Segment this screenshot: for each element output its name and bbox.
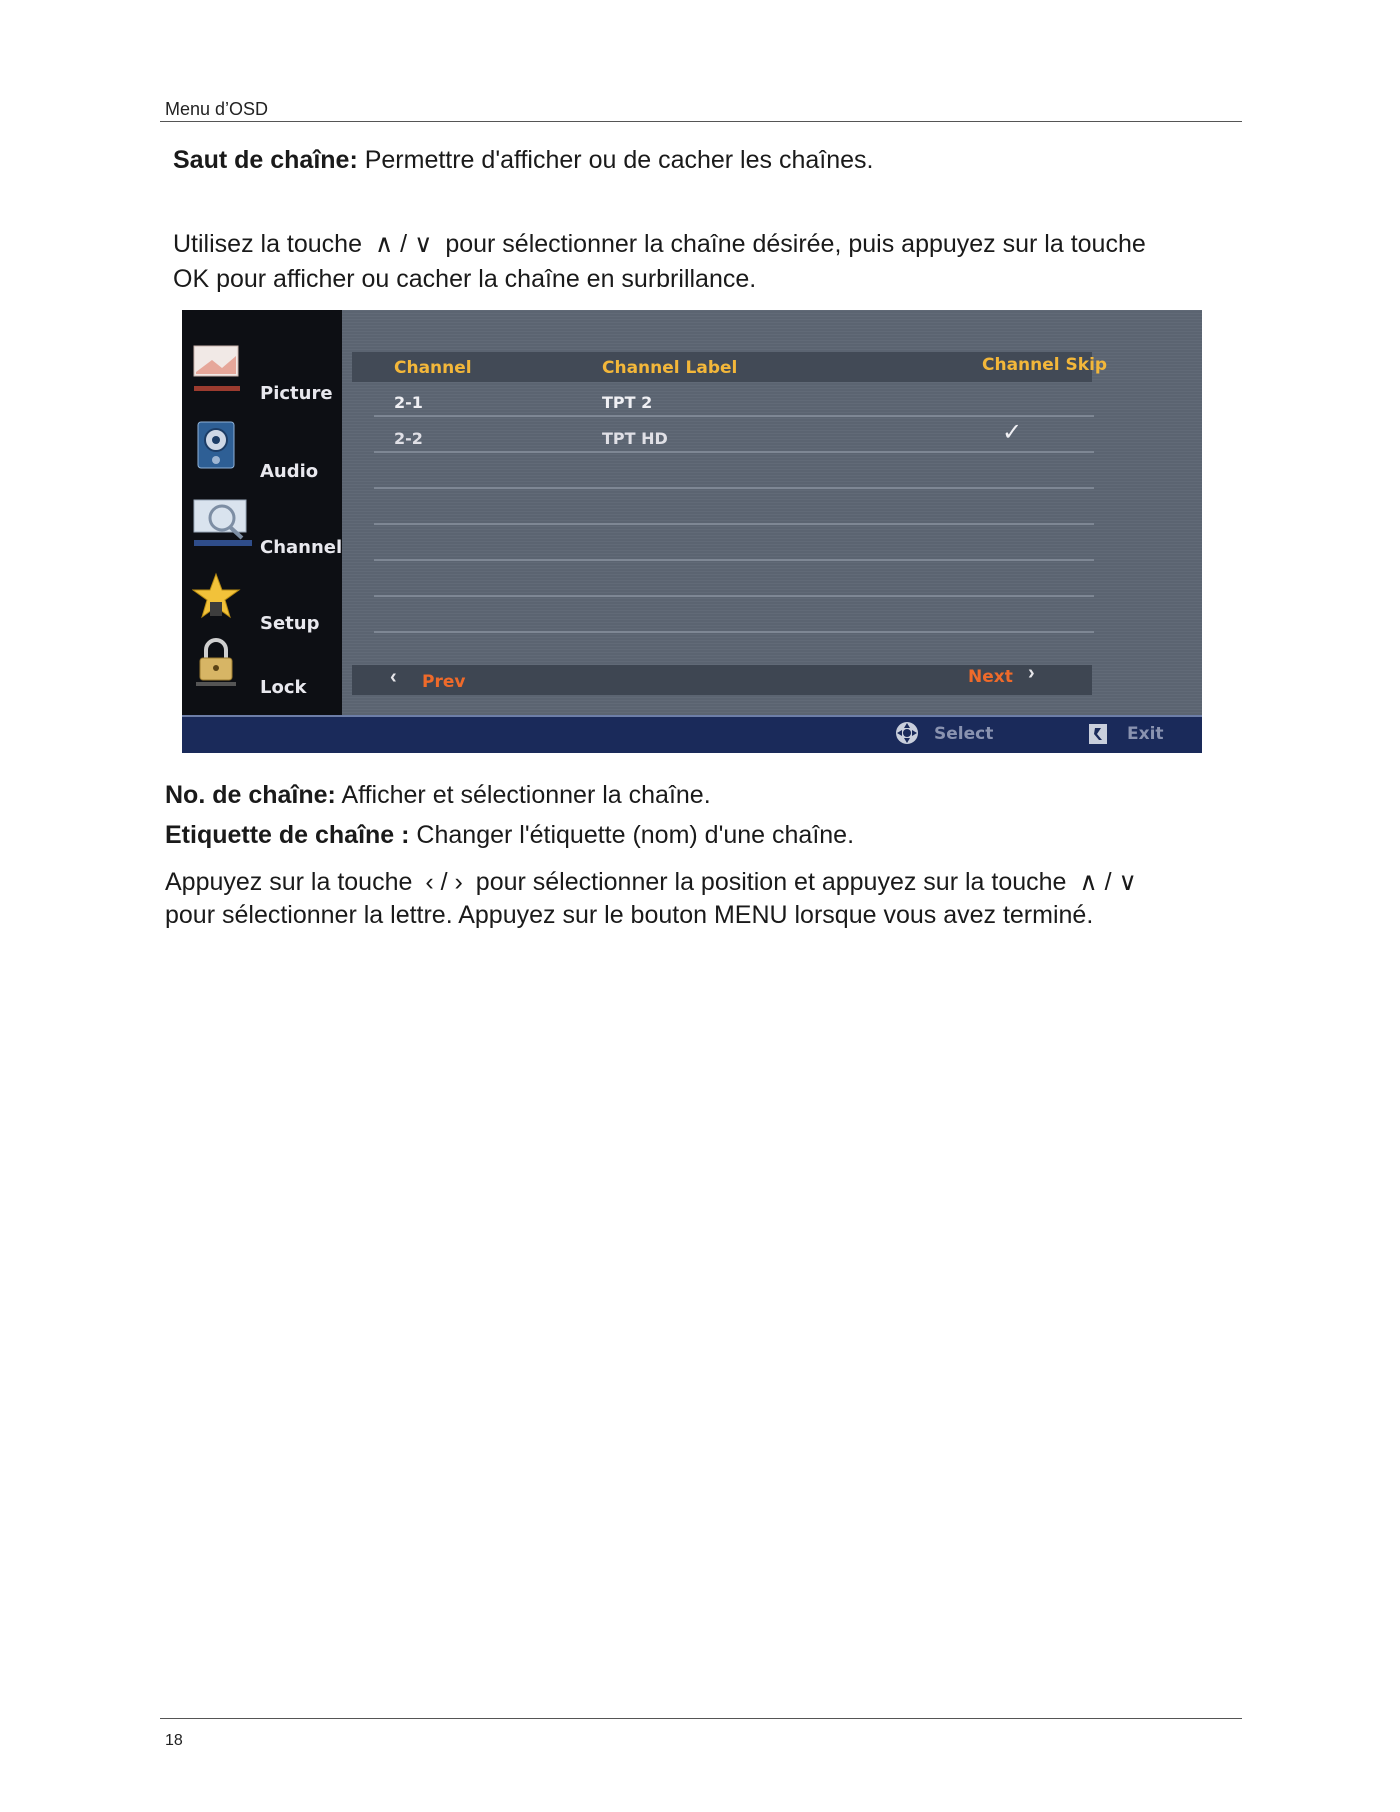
page-number: 18	[165, 1732, 183, 1749]
table-row-label: TPT HD	[602, 429, 668, 448]
table-row-label: TPT 2	[602, 393, 653, 412]
select-dpad-icon	[894, 720, 920, 746]
column-header-channel-label: Channel Label	[602, 358, 738, 378]
up-down-keys-icon: ∧ / ∨	[374, 230, 433, 258]
instr2-text-c: pour sélectionner la lettre. Appuyez sur le bouton MENU lorsque vous avez terminé.	[165, 901, 1094, 929]
left-right-keys-icon: ‹ / ›	[425, 868, 463, 896]
sidebar-label: Lock	[260, 677, 307, 698]
chevron-right-icon: ›	[1028, 662, 1035, 684]
instr-text-c: OK pour afficher ou cacher la chaîne en surbrillance.	[173, 265, 757, 293]
osd-sidebar	[182, 310, 342, 715]
prev-page-button[interactable]: Prev	[422, 672, 466, 692]
footer-exit-label: Exit	[1127, 724, 1164, 744]
next-page-button[interactable]: Next	[968, 667, 1013, 687]
speaker-icon	[192, 420, 242, 472]
sidebar-item-setup	[192, 572, 342, 638]
column-header-channel: Channel	[394, 358, 472, 378]
instr-text-b: pour sélectionner la chaîne désirée, puis appuyez sur la touche	[445, 230, 1146, 258]
row-divider	[374, 523, 1094, 525]
padlock-icon	[192, 636, 242, 688]
channel-label-definition	[165, 818, 1235, 853]
checkmark-icon: ✓	[1002, 418, 1023, 446]
exit-icon	[1087, 722, 1109, 746]
channel-label-desc: Changer l'étiquette (nom) d'une chaîne.	[409, 821, 855, 849]
instr-text-a: Utilisez la touche	[173, 230, 362, 258]
channel-skip-instructions	[173, 227, 1243, 297]
sidebar-item-lock	[192, 636, 342, 702]
sidebar-item-audio	[192, 420, 342, 486]
running-header: Menu d’OSD	[165, 99, 269, 119]
star-icon	[192, 572, 242, 624]
table-row-channel: 2-1	[394, 393, 423, 412]
sidebar-item-picture	[192, 342, 342, 408]
row-divider	[374, 595, 1094, 597]
instr2-text-a: Appuyez sur la touche	[165, 868, 413, 896]
channel-label-instructions	[165, 866, 1245, 932]
sidebar-label: Audio	[260, 461, 319, 482]
row-divider	[374, 415, 1094, 417]
footer-select-label: Select	[934, 724, 994, 744]
channel-number-desc: Afficher et sélectionner la chaîne.	[335, 781, 711, 809]
instr2-text-b: pour sélectionner la position et appuyez sur la touche	[475, 868, 1067, 896]
sidebar-label: Picture	[260, 383, 333, 404]
row-divider	[374, 559, 1094, 561]
channel-skip-desc: Permettre d'afficher ou de cacher les chaînes.	[357, 146, 874, 174]
row-divider	[374, 451, 1094, 453]
table-row-channel: 2-2	[394, 429, 423, 448]
channel-number-definition	[165, 778, 1235, 813]
row-divider	[374, 487, 1094, 489]
footer-rule	[160, 1718, 1242, 1719]
magnifier-icon	[192, 496, 254, 548]
channel-label-term: Etiquette de chaîne :	[165, 821, 410, 849]
row-divider	[374, 631, 1094, 633]
picture-icon	[192, 342, 242, 394]
header-rule	[160, 121, 1242, 122]
channel-skip-definition	[173, 143, 1233, 178]
channel-number-term: No. de chaîne:	[165, 781, 336, 809]
sidebar-label: Channel	[260, 537, 343, 558]
sidebar-label: Setup	[260, 613, 320, 634]
osd-screenshot	[182, 310, 1202, 753]
osd-footer-bar	[182, 715, 1202, 753]
chevron-left-icon: ‹	[390, 666, 397, 688]
up-down-keys-icon: ∧ / ∨	[1079, 868, 1137, 896]
channel-skip-term: Saut de chaîne:	[173, 146, 358, 174]
column-header-channel-skip: Channel Skip	[982, 355, 1108, 375]
sidebar-item-channel	[192, 496, 342, 562]
